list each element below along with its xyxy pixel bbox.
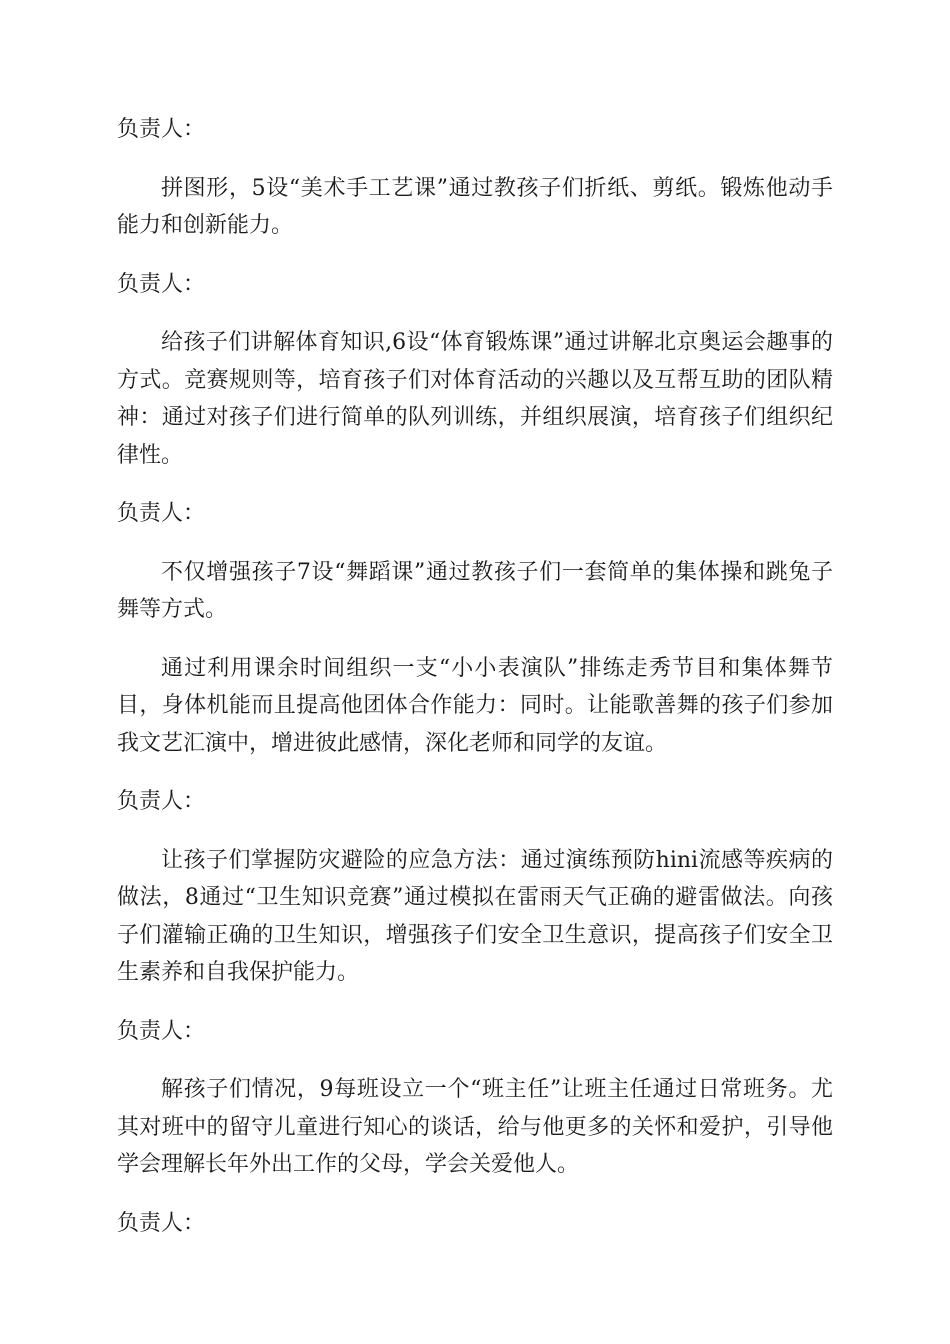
paragraph-dance-class: 不仅增强孩子7设“舞蹈课”通过教孩子们一套简单的集体操和跳兔子舞等方式。: [117, 559, 833, 622]
responsible-person-label-4: 负责人：: [117, 789, 206, 814]
responsible-person-label-5: 负责人：: [117, 1018, 206, 1044]
document-body: [117, 111, 833, 1263]
paragraph-hygiene-knowledge-contest: 让孩子们掌握防灾避险的应急方法：通过演练预防hini流感等疾病的做法，8通过“卫生知识竞赛”通过模拟在雷雨天气正确的避雷做法。向孩子们灌输正确的卫生知识，增强孩子们安全卫生意识，提高孩子们安全卫生素养和自我保护能力。: [117, 847, 833, 985]
paragraph-art-handicraft-class: 拼图形，5设“美术手工艺课”通过教孩子们折纸、剪纸。锻炼他动手能力和创新能力。: [117, 175, 833, 238]
responsible-person-label-6: 负责人：: [117, 1210, 206, 1236]
responsible-person-label-3: 负责人：: [117, 501, 206, 526]
paragraph-class-teacher: 解孩子们情况，9每班设立一个“班主任”让班主任通过日常班务。尤其对班中的留守儿童进行知心的谈话，给与他更多的关怀和爱护，引导他学会理解长年外出工作的父母，学会关爱他人。: [117, 1077, 833, 1177]
paragraph-physical-education-class: 给孩子们讲解体育知识,6设“体育锻炼课”通过讲解北京奥运会趣事的方式。竞赛规则等，培育孩子们对体育活动的兴趣以及互帮互助的团队精神：通过对孩子们进行简单的队列训练，并组织展演，培育孩子们组织纪律性。: [117, 330, 833, 468]
responsible-person-label-2: 负责人：: [117, 271, 206, 297]
responsible-person-label-1: 负责人：: [117, 117, 206, 142]
paragraph-performance-team: 通过利用课余时间组织一支“小小表演队”排练走秀节目和集体舞节目，身体机能而且提高他团体合作能力：同时。让能歌善舞的孩子们参加我文艺汇演中，增进彼此感情，深化老师和同学的友谊。: [117, 655, 833, 756]
